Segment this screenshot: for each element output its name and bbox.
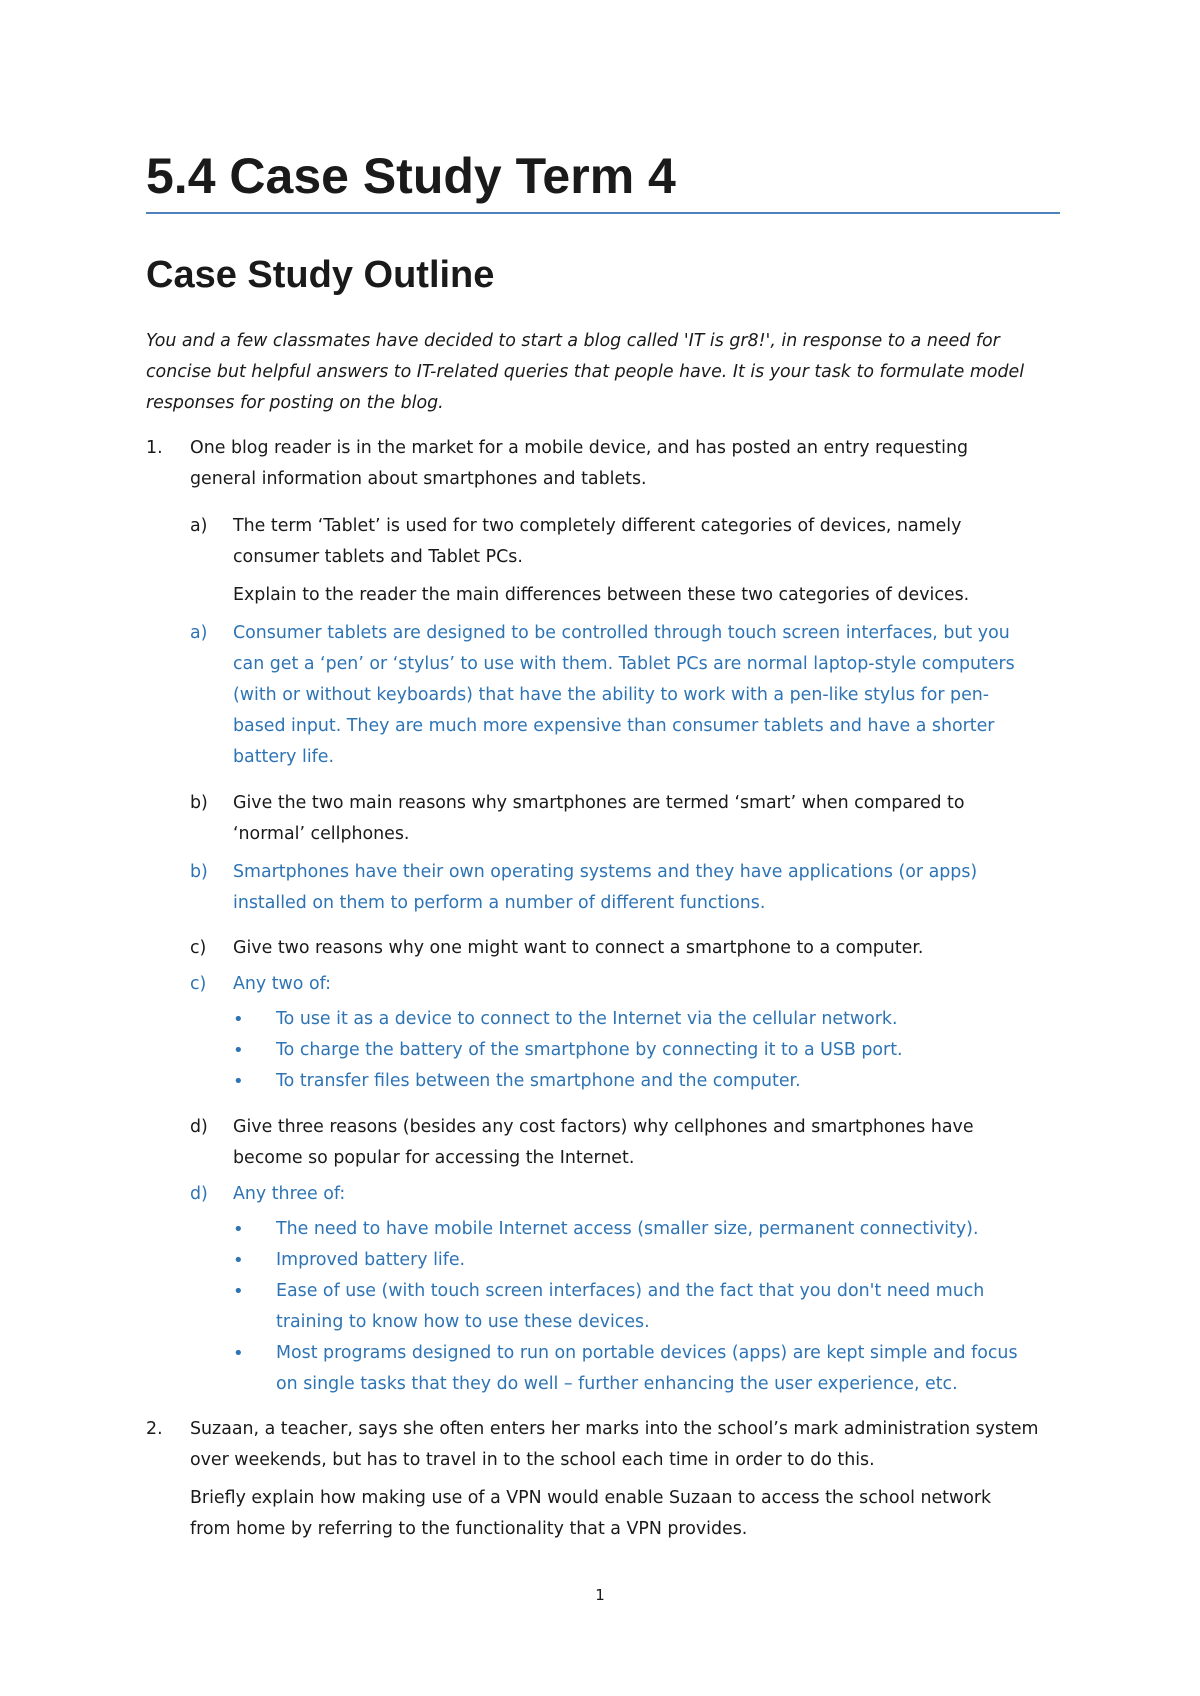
q1a-answer: can get a ‘pen’ or ‘stylus’ to use with them. Tablet PCs are normal laptop-style computers	[233, 654, 1015, 674]
q1d-answer-item: training to know how to use these devices.	[276, 1312, 650, 1332]
q1a-question: The term ‘Tablet’ is used for two completely different categories of devices, namely	[233, 516, 962, 536]
page-title: 5.4 Case Study Term 4	[146, 148, 676, 204]
q1b-label: b)	[190, 793, 208, 813]
q2-text-2: Briefly explain how making use of a VPN would enable Suzaan to access the school network	[190, 1488, 992, 1508]
q1-text: One blog reader is in the market for a mobile device, and has posted an entry requesting	[190, 438, 969, 458]
q1a-question: consumer tablets and Tablet PCs.	[233, 547, 523, 567]
q1b-question: Give the two main reasons why smartphones are termed ‘smart’ when compared to	[233, 793, 965, 813]
q1d-answer-item: Ease of use (with touch screen interfaces) and the fact that you don't need much	[276, 1281, 985, 1301]
intro-line: concise but helpful answers to IT-related queries that people have. It is your task to formulate model	[146, 362, 1025, 382]
q1d-label: d)	[190, 1117, 208, 1137]
q1d-answer-label: d)	[190, 1184, 208, 1204]
q2-text: over weekends, but has to travel in to the school each time in order to do this.	[190, 1450, 875, 1470]
q1a-label: a)	[190, 516, 208, 536]
q1d-answer-intro: Any three of:	[233, 1184, 346, 1204]
q1a-answer: Consumer tablets are designed to be controlled through touch screen interfaces, but you	[233, 623, 1010, 643]
q1b-answer: installed on them to perform a number of different functions.	[233, 893, 766, 913]
intro-line: responses for posting on the blog.	[146, 393, 444, 413]
q1c-answer-label: c)	[190, 974, 207, 994]
bullet-icon: •	[233, 1281, 244, 1302]
q1a-answer: based input. They are much more expensive than consumer tablets and have a shorter	[233, 716, 995, 736]
title-underline	[146, 212, 1060, 214]
q1a-answer-label: a)	[190, 623, 208, 643]
q1b-answer-label: b)	[190, 862, 208, 882]
q1d-question: Give three reasons (besides any cost factors) why cellphones and smartphones have	[233, 1117, 974, 1137]
q1c-label: c)	[190, 938, 207, 958]
q2-text-2: from home by referring to the functionality that a VPN provides.	[190, 1519, 748, 1539]
q1c-question: Give two reasons why one might want to connect a smartphone to a computer.	[233, 938, 924, 958]
q1d-question: become so popular for accessing the Internet.	[233, 1148, 635, 1168]
bullet-icon: •	[233, 1219, 244, 1240]
bullet-icon: •	[233, 1250, 244, 1271]
q1c-answer-intro: Any two of:	[233, 974, 331, 994]
q1d-answer-item: on single tasks that they do well – further enhancing the user experience, etc.	[276, 1374, 958, 1394]
q1c-answer-item: To transfer files between the smartphone and the computer.	[276, 1071, 801, 1091]
q1d-answer-item: Improved battery life.	[276, 1250, 466, 1270]
q1-text: general information about smartphones and tablets.	[190, 469, 647, 489]
q2-text: Suzaan, a teacher, says she often enters her marks into the school’s mark administration system	[190, 1419, 1039, 1439]
q1d-answer-item: Most programs designed to run on portable devices (apps) are kept simple and focus	[276, 1343, 1018, 1363]
q1a-question-2: Explain to the reader the main differences between these two categories of devices.	[233, 585, 970, 605]
section-heading: Case Study Outline	[146, 254, 495, 296]
q1b-question: ‘normal’ cellphones.	[233, 824, 410, 844]
page-number: 1	[595, 1586, 605, 1604]
q1d-answer-item: The need to have mobile Internet access (smaller size, permanent connectivity).	[276, 1219, 979, 1239]
bullet-icon: •	[233, 1009, 244, 1030]
q1b-answer: Smartphones have their own operating systems and they have applications (or apps)	[233, 862, 978, 882]
q1a-answer: (with or without keyboards) that have the ability to work with a pen-like stylus for pen-	[233, 685, 990, 705]
q2-number: 2.	[146, 1419, 163, 1439]
bullet-icon: •	[233, 1040, 244, 1061]
q1c-answer-item: To charge the battery of the smartphone by connecting it to a USB port.	[276, 1040, 903, 1060]
q1a-answer: battery life.	[233, 747, 335, 767]
bullet-icon: •	[233, 1071, 244, 1092]
q1-number: 1.	[146, 438, 163, 458]
q1c-answer-item: To use it as a device to connect to the Internet via the cellular network.	[276, 1009, 898, 1029]
bullet-icon: •	[233, 1343, 244, 1364]
intro-line: You and a few classmates have decided to start a blog called 'IT is gr8!', in response to a need for	[146, 331, 1000, 351]
